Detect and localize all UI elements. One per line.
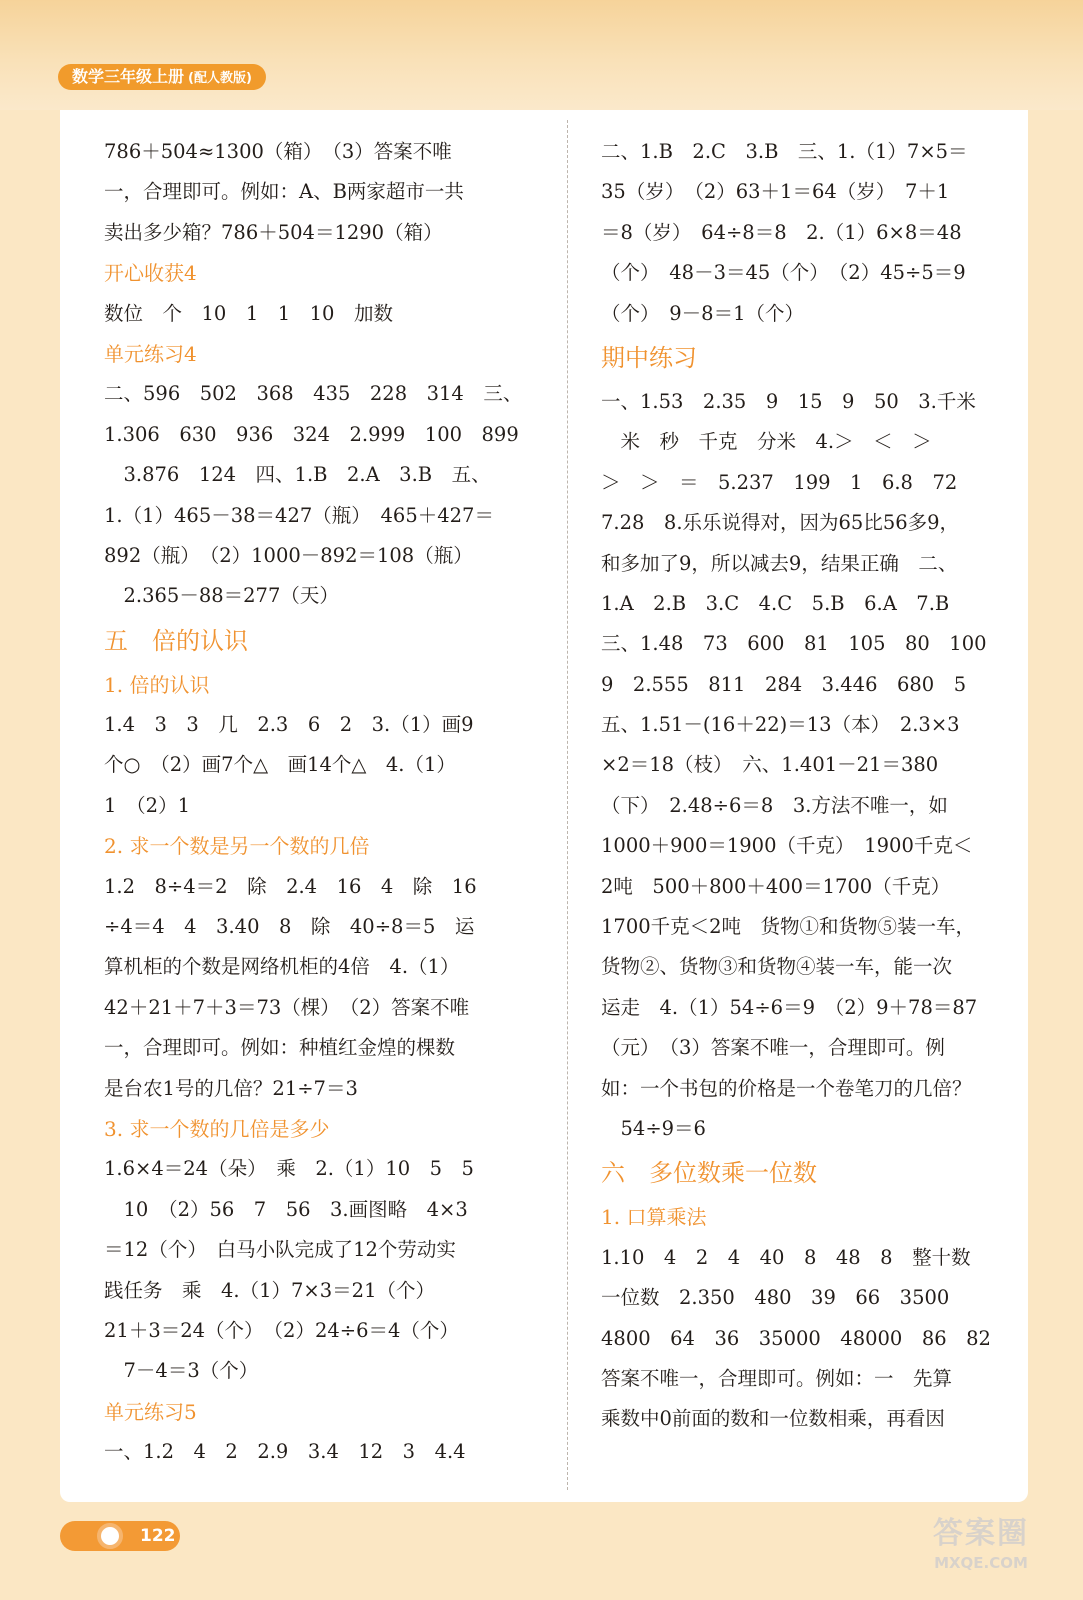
text-line: 1.（1）465－38＝427（瓶） 465＋427＝: [104, 503, 494, 527]
text-line: 2.365－88＝277（天）: [104, 584, 339, 608]
text-line: 乘数中0前面的数和一位数相乘，再看因: [601, 1407, 945, 1431]
text-line: ＝12（个） 白马小队完成了12个劳动实: [104, 1238, 456, 1262]
text-line: 892（瓶） （2）1000－892＝108（瓶）: [104, 543, 473, 567]
text-line: 35（岁） （2）63＋1＝64（岁） 7＋1: [601, 180, 950, 204]
text-line: 算机柜的个数是网络机柜的4倍 4.（1）: [104, 955, 460, 979]
subsection-heading: 3. 求一个数的几倍是多少: [104, 1116, 330, 1141]
text-line: 运走 4.（1）54÷6＝9 （2）9＋78＝87: [601, 995, 978, 1019]
text-line: 践任务 乘 4.（1）7×3＝21（个）: [104, 1278, 435, 1302]
text-line: 是台农1号的几倍？21÷7＝3: [104, 1076, 358, 1100]
book-title-badge: [58, 64, 266, 90]
page-number: 122: [140, 1526, 176, 1546]
text-line: 21＋3＝24（个） （2）24÷6＝4（个）: [104, 1318, 459, 1342]
text-line: 1.A 2.B 3.C 4.C 5.B 6.A 7.B: [601, 591, 950, 615]
right-column: [601, 132, 1029, 1440]
section-heading: 期中练习: [601, 343, 697, 372]
text-line: 4800 64 36 35000 48000 86 82: [601, 1326, 991, 1350]
text-line: 一、1.2 4 2 2.9 3.4 12 3 4.4: [104, 1440, 466, 1464]
edition-label: (配人教版): [188, 71, 252, 86]
text-line: 五、1.51－(16＋22)＝13（本） 2.3×3: [601, 713, 960, 737]
text-line: 2吨 500＋800＋400＝1700（千克）: [601, 874, 951, 898]
section-heading: 六 多位数乘一位数: [601, 1159, 817, 1188]
ring-icon: [97, 1523, 123, 1549]
text-line: 如：一个书包的价格是一个卷笔刀的几倍？: [601, 1076, 972, 1100]
text-line: 9 2.555 811 284 3.446 680 5: [601, 672, 967, 696]
text-line: 1.4 3 3 几 2.3 6 2 3.（1）画9: [104, 713, 474, 737]
text-line: 10 （2）56 7 56 3.画图略 4×3: [104, 1197, 468, 1221]
text-line: 1 （2）1: [104, 793, 190, 817]
subsection-heading: 2. 求一个数是另一个数的几倍: [104, 834, 370, 859]
text-line: 3.876 124 四、1.B 2.A 3.B 五、: [104, 463, 491, 487]
text-line: 三、1.48 73 600 81 105 80 100: [601, 632, 987, 656]
text-line: 1.2 8÷4＝2 除 2.4 16 4 除 16: [104, 874, 477, 898]
watermark-logo: [926, 1516, 1036, 1582]
text-line: 一、1.53 2.35 9 15 9 50 3.千米: [601, 389, 976, 413]
subsection-heading: 单元练习4: [104, 341, 197, 366]
text-line: 答案不唯一，合理即可。例如：一 先算: [601, 1366, 953, 1390]
subsection-heading: 1. 口算乘法: [601, 1205, 707, 1230]
text-line: 二、1.B 2.C 3.B 三、1.（1）7×5＝: [601, 140, 968, 163]
text-line: 1.306 630 936 324 2.999 100 899: [104, 422, 519, 446]
text-line: 42＋21＋7＋3＝73（棵） （2）答案不唯: [104, 995, 470, 1019]
text-line: （下） 2.48÷6＝8 3.方法不唯一，如: [601, 793, 948, 817]
text-line: 二、596 502 368 435 228 314 三、: [104, 382, 523, 406]
text-line: 卖出多少箱？786＋504＝1290（箱）: [104, 220, 443, 244]
text-line: 1700千克＜2吨 货物①和货物⑤装一车，: [601, 915, 976, 939]
section-heading: 五 倍的认识: [104, 626, 248, 655]
text-line: 货物②、货物③和货物④装一车，能一次: [601, 955, 953, 979]
text-line: 一位数 2.350 480 39 66 3500: [601, 1286, 950, 1310]
text-line: 54÷9＝6: [601, 1116, 706, 1140]
left-column: [104, 132, 532, 1473]
column-divider: [567, 120, 568, 1490]
text-line: 7.28 8.乐乐说得对，因为65比56多9，: [601, 511, 960, 535]
text-line: 个○ （2）画7个△ 画14个△ 4.（1）: [104, 753, 456, 777]
text-line: 1.10 4 2 4 40 8 48 8 整十数: [601, 1245, 971, 1269]
text-line: 1000＋900＝1900（千克） 1900千克＜: [601, 834, 973, 858]
subsection-heading: 开心收获4: [104, 261, 197, 286]
text-line: ÷4＝4 4 3.40 8 除 40÷8＝5 运: [104, 915, 475, 939]
header-band: [0, 0, 1083, 110]
text-line: 786＋504≈1300（箱） （3）答案不唯: [104, 140, 452, 163]
text-line: 一，合理即可。例如：种植红金煌的棵数: [104, 1036, 456, 1060]
text-line: 数位 个 10 1 1 10 加数: [104, 301, 393, 325]
text-line: ×2＝18（枝） 六、1.401－21＝380: [601, 753, 939, 777]
text-line: （个） 9－8＝1（个）: [601, 301, 804, 325]
text-line: 和多加了9，所以减去9，结果正确 二、: [601, 551, 958, 575]
text-line: ＝8（岁） 64÷8＝8 2.（1）6×8＝48: [601, 220, 962, 244]
text-line: （元） （3）答案不唯一，合理即可。例: [601, 1036, 945, 1060]
subsection-heading: 1. 倍的认识: [104, 672, 210, 697]
subsection-heading: 单元练习5: [104, 1399, 197, 1424]
watermark-url: MXQE.COM: [934, 1554, 1028, 1572]
text-line: ＞ ＞ ＝ 5.237 199 1 6.8 72: [601, 470, 958, 494]
text-line: 7－4＝3（个）: [104, 1359, 259, 1383]
text-line: 一，合理即可。例如：A、B两家超市一共: [104, 180, 464, 204]
text-line: （个） 48－3＝45（个） （2）45÷5＝9: [601, 261, 966, 285]
watermark-text: 答案圈: [933, 1516, 1029, 1551]
text-line: 米 秒 千克 分米 4.＞ ＜ ＞: [601, 430, 932, 454]
text-line: 1.6×4＝24（朵） 乘 2.（1）10 5 5: [104, 1157, 474, 1181]
book-title: 数学三年级上册: [72, 67, 185, 86]
